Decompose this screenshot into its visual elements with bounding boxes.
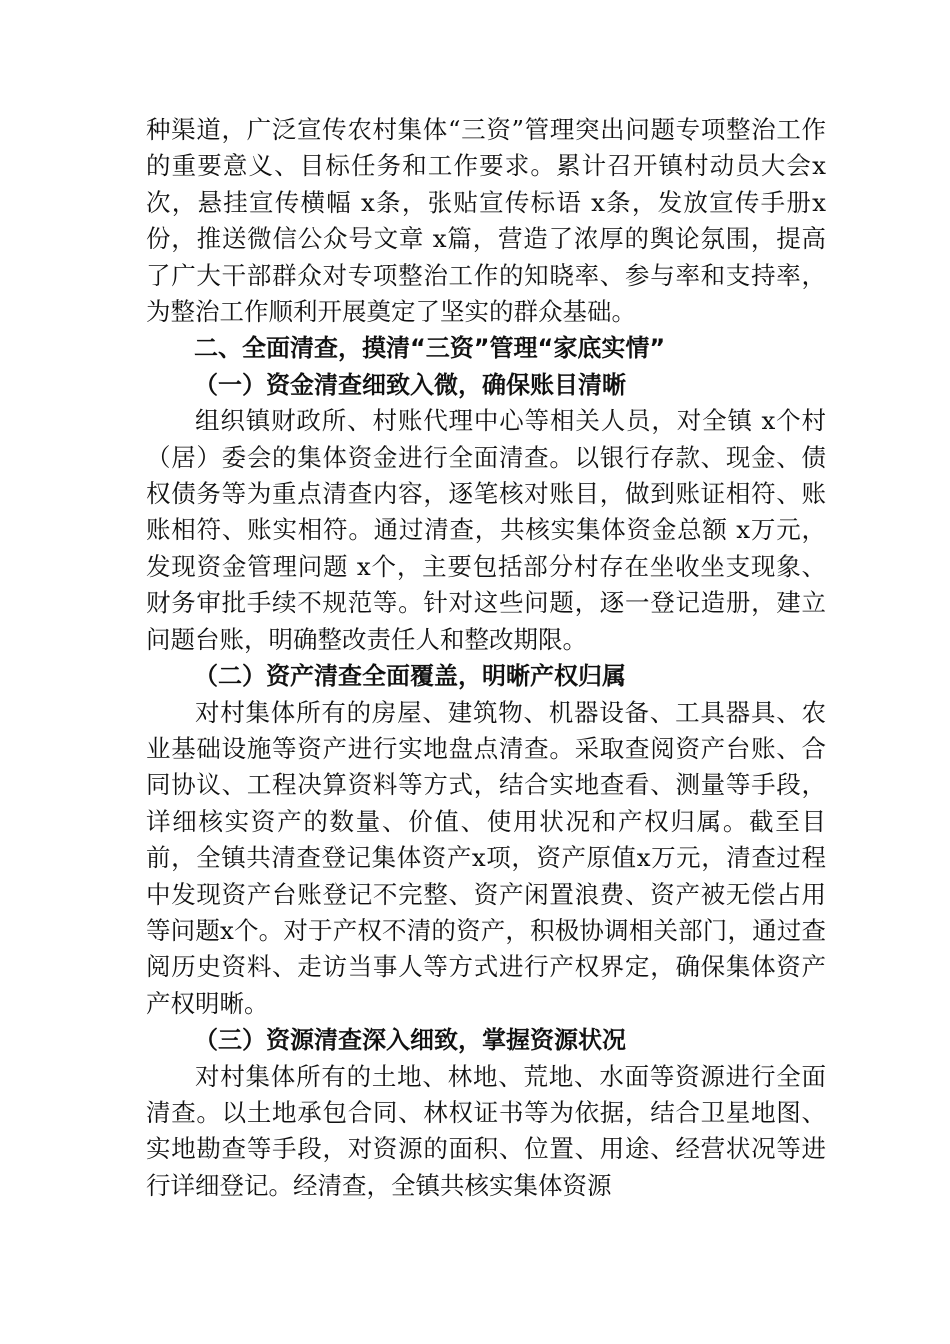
- subsection-heading-3: （三）资源清查深入细致，掌握资源状况: [194, 1025, 626, 1055]
- paragraph-continued: 种渠道，广泛宣传农村集体“三资”管理突出问题专项整治工作的重要意义、目标任务和工作要求。累计召开镇村动员大会x次，悬挂宣传横幅 x条，张贴宣传标语 x条，发放宣传手册x份，推送微信公众号文章 x篇，营造了浓厚的舆论氛围，提高了广大干部群众对专项整治工作的知晓率、参与率和支持率，为整治工作顺利开展奠定了坚实的群众基础。: [146, 115, 826, 327]
- subsection-body-2: 对村集体所有的房屋、建筑物、机器设备、工具器具、农业基础设施等资产进行实地盘点清查。采取查阅资产台账、合同协议、工程决算资料等方式，结合实地查看、测量等手段，详细核实资产的数量、价值、使用状况和产权归属。截至目前，全镇共清查登记集体资产x项，资产原值x万元，清查过程中发现资产台账登记不完整、资产闲置浪费、资产被无偿占用等问题x个。对于产权不清的资产，积极协调相关部门，通过查阅历史资料、走访当事人等方式进行产权界定，确保集体资产产权明晰。: [146, 697, 826, 1018]
- subsection-body-3: 对村集体所有的土地、林地、荒地、水面等资源进行全面清查。以土地承包合同、林权证书等为依据，结合卫星地图、实地勘查等手段，对资源的面积、位置、用途、经营状况等进行详细登记。经清查，全镇共核实集体资源: [146, 1061, 826, 1200]
- subsection-heading-2: （二）资产清查全面覆盖，明晰产权归属: [194, 661, 626, 691]
- document-body: [146, 112, 826, 1204]
- subsection-body-1: 组织镇财政所、村账代理中心等相关人员，对全镇 x个村（居）委会的集体资金进行全面清查。以银行存款、现金、债权债务等为重点清查内容，逐笔核对账目，做到账证相符、账账相符、账实相符。通过清查，共核实集体资金总额 x万元，发现资金管理问题 x个，主要包括部分村存在坐收坐支现象、财务审批手续不规范等。针对这些问题，逐一登记造册，建立问题台账，明确整改责任人和整改期限。: [146, 406, 826, 654]
- section-heading: 二、全面清查，摸清“三资”管理“家底实情”: [194, 334, 666, 363]
- subsection-heading-1: （一）资金清查细致入微，确保账目清晰: [194, 369, 626, 399]
